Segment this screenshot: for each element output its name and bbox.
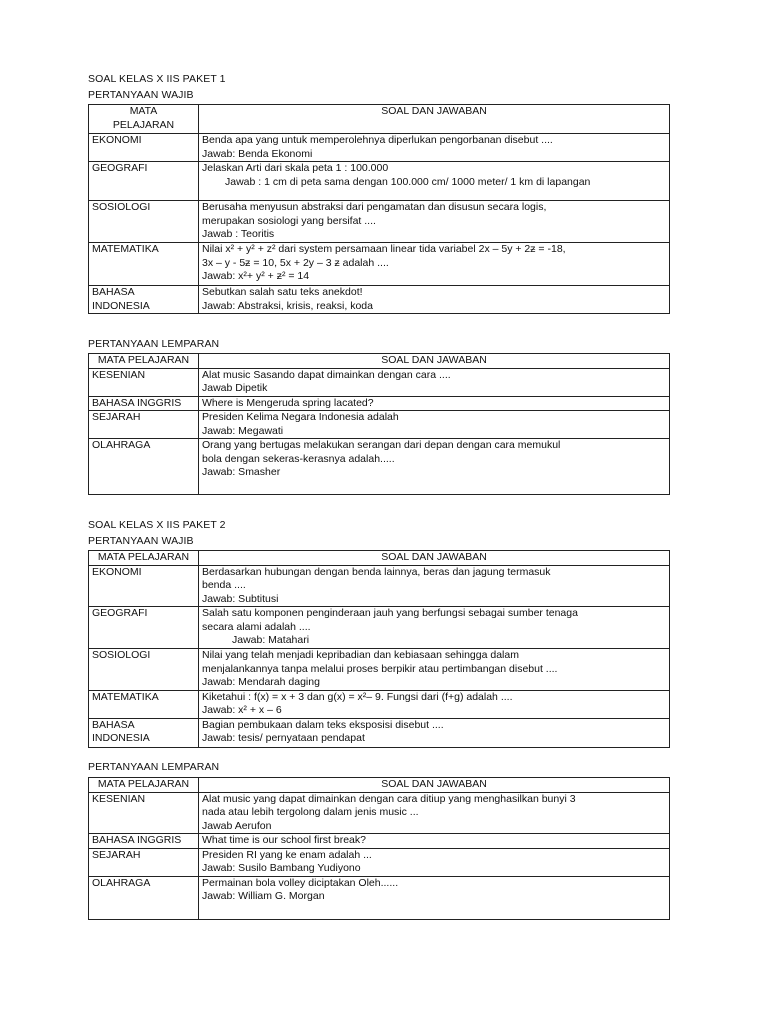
question-text: Jelaskan Arti dari skala peta 1 : 100.000: [202, 162, 389, 174]
answer-text: Jawab: Benda Ekonomi: [202, 147, 313, 160]
answer-text: Jawab: Susilo Bambang Yudiyono: [202, 862, 361, 874]
paket2-lemparan-heading: PERTANYAAN LEMPARAN: [88, 761, 220, 773]
col-header-question: SOAL DAN JAWABAN: [199, 105, 670, 134]
subject-label: OLAHRAGA: [92, 439, 151, 451]
subject-cell: [89, 286, 199, 314]
answer-text: Jawab: William G. Morgan: [202, 890, 325, 902]
answer-text: Jawab: Mendarah daging: [202, 676, 320, 688]
subject-cell: [89, 243, 199, 286]
subject-label: SEJARAH: [92, 848, 141, 861]
subject-cell: [89, 134, 199, 162]
question-text: Presiden RI yang ke enam adalah ...: [202, 848, 372, 861]
question-text: Benda apa yang untuk memperolehnya diperlukan pengorbanan disebut ....: [202, 134, 553, 146]
subject-label: KESENIAN: [92, 368, 146, 381]
subject-cell: [89, 439, 199, 495]
subject-label: OLAHRAGA: [92, 876, 151, 889]
question-cell: [199, 718, 670, 747]
table-row: [89, 439, 670, 495]
question-text: bola dengan sekeras-kerasnya adalah.....: [202, 452, 395, 465]
subject-label: BAHASA INGGRIS: [92, 834, 182, 846]
answer-text: Jawab: x²+ y² + ƶ² = 14: [202, 270, 310, 282]
col-header-subject: MATA PELAJARAN: [89, 551, 199, 566]
paket1-lemparan-table: [88, 353, 670, 495]
question-cell: [199, 607, 670, 649]
answer-text: Jawab: tesis/ pernyataan pendapat: [202, 732, 365, 744]
subject-label: MATEMATIKA: [92, 243, 159, 255]
question-text: Sebutkan salah satu teks anekdot!: [202, 286, 363, 298]
question-text: 3x – y - 5ƶ = 10, 5x + 2y – 3 ƶ adalah ....: [202, 256, 389, 269]
table-row: [89, 792, 670, 834]
question-text: menjalankannya tanpa melalui proses berpikir atau pertimbangan disebut ....: [202, 662, 558, 675]
col-header-subject: MATA PELAJARAN: [89, 354, 199, 369]
question-text: Berdasarkan hubungan dengan benda lainnya, beras dan jagung termasuk: [202, 565, 551, 578]
subject-label: EKONOMI: [92, 565, 142, 578]
question-cell: [199, 876, 670, 919]
subject-cell: [89, 607, 199, 649]
answer-text: Jawab: Matahari: [232, 634, 310, 646]
subject-cell: [89, 368, 199, 396]
table-header-row: [89, 105, 670, 134]
subject-cell: [89, 411, 199, 439]
question-cell: [199, 834, 670, 849]
question-text: Nilai x² + y² + z² dari system persamaan linear tida variabel 2x – 5y + 2ƶ = -18,: [202, 243, 566, 255]
question-text: Orang yang bertugas melakukan serangan dari depan dengan cara memukul: [202, 439, 561, 451]
question-text: Presiden Kelima Negara Indonesia adalah: [202, 411, 399, 423]
subject-label: MATEMATIKA: [92, 690, 159, 703]
subject-label: GEOGRAFI: [92, 607, 148, 619]
subject-label: BAHASA: [92, 718, 135, 731]
answer-text: Jawab Aerufon: [202, 819, 272, 832]
question-cell: [199, 162, 670, 201]
table-row: [89, 876, 670, 919]
question-cell: [199, 792, 670, 834]
question-text: Salah satu komponen penginderaan jauh yang berfungsi sebagai sumber tenaga: [202, 607, 578, 619]
paket2-wajib-table: [88, 550, 670, 748]
subject-cell: [89, 162, 199, 201]
subject-cell: [89, 834, 199, 849]
question-cell: [199, 565, 670, 607]
subject-label: BAHASA: [92, 286, 135, 298]
subject-label: SOSIOLOGI: [92, 201, 151, 213]
paket2-wajib-heading: PERTANYAAN WAJIB: [88, 535, 194, 547]
subject-cell: [89, 690, 199, 718]
subject-label: INDONESIA: [92, 732, 150, 744]
subject-cell: [89, 792, 199, 834]
col-header-question: SOAL DAN JAWABAN: [199, 551, 670, 566]
question-cell: [199, 201, 670, 243]
subject-cell: [89, 718, 199, 747]
table-row: [89, 411, 670, 439]
paket1-wajib-heading: PERTANYAAN WAJIB: [88, 89, 194, 101]
question-cell: [199, 286, 670, 314]
table-row: [89, 834, 670, 849]
subject-cell: [89, 876, 199, 919]
answer-text: Jawab: x² + x – 6: [202, 704, 282, 716]
table-header-row: [89, 551, 670, 566]
table-row: [89, 565, 670, 607]
paket1-title: SOAL KELAS X IIS PAKET 1: [88, 73, 226, 85]
table-row: [89, 718, 670, 747]
question-text: Bagian pembukaan dalam teks eksposisi disebut ....: [202, 718, 444, 731]
question-text: What time is our school first break?: [202, 834, 366, 846]
table-row: [89, 690, 670, 718]
table-row: [89, 286, 670, 314]
subject-cell: [89, 848, 199, 876]
subject-cell: [89, 201, 199, 243]
question-text: Where is Mengeruda spring lacated?: [202, 396, 374, 409]
paket1-wajib-table: [88, 104, 670, 314]
col-header-question: SOAL DAN JAWABAN: [199, 778, 670, 793]
table-row: [89, 162, 670, 201]
answer-text: Jawab : Teoritis: [202, 228, 275, 240]
answer-text: Jawab Dipetik: [202, 382, 268, 394]
question-cell: [199, 396, 670, 411]
question-cell: [199, 848, 670, 876]
subject-label: GEOGRAFI: [92, 162, 148, 174]
paket2-lemparan-table: [88, 777, 670, 920]
question-text: Kiketahui : f(x) = x + 3 dan g(x) = x²– 9. Fungsi dari (f+g) adalah ....: [202, 690, 513, 703]
col-header-question: SOAL DAN JAWABAN: [199, 354, 670, 369]
subject-label: EKONOMI: [92, 134, 142, 146]
table-row: [89, 134, 670, 162]
col-header-subject: MATA PELAJARAN: [89, 778, 199, 793]
question-text: secara alami adalah ....: [202, 620, 311, 633]
answer-text: Jawab : 1 cm di peta sama dengan 100.000 cm/ 1000 meter/ 1 km di lapangan: [225, 175, 591, 188]
table-row: [89, 848, 670, 876]
question-text: Alat music yang dapat dimainkan dengan cara ditiup yang menghasilkan bunyi 3: [202, 792, 576, 805]
question-text: Alat music Sasando dapat dimainkan dengan cara ....: [202, 368, 451, 381]
subject-label: INDONESIA: [92, 299, 150, 312]
question-text: Nilai yang telah menjadi kepribadian dan kebiasaan sehingga dalam: [202, 649, 519, 661]
answer-text: Jawab: Megawati: [202, 424, 284, 437]
table-row: [89, 396, 670, 411]
answer-text: Jawab: Smasher: [202, 466, 281, 478]
answer-text: Jawab: Abstraksi, krisis, reaksi, koda: [202, 299, 373, 312]
answer-text: Jawab: Subtitusi: [202, 592, 279, 605]
subject-cell: [89, 396, 199, 411]
subject-label: SOSIOLOGI: [92, 649, 151, 661]
question-cell: [199, 243, 670, 286]
paket2-title: SOAL KELAS X IIS PAKET 2: [88, 519, 226, 531]
subject-label: SEJARAH: [92, 411, 141, 423]
table-row: [89, 649, 670, 691]
table-header-row: [89, 778, 670, 793]
subject-cell: [89, 565, 199, 607]
subject-cell: [89, 649, 199, 691]
question-cell: [199, 411, 670, 439]
table-row: [89, 243, 670, 286]
question-cell: [199, 690, 670, 718]
subject-label: KESENIAN: [92, 792, 146, 805]
question-cell: [199, 368, 670, 396]
col-header-subject: MATA PELAJARAN: [89, 105, 199, 134]
question-cell: [199, 649, 670, 691]
table-row: [89, 607, 670, 649]
question-cell: [199, 134, 670, 162]
table-row: [89, 368, 670, 396]
question-text: benda ....: [202, 579, 246, 591]
subject-label: BAHASA INGGRIS: [92, 396, 182, 409]
question-text: Berusaha menyusun abstraksi dari pengamatan dan disusun secara logis,: [202, 201, 547, 213]
question-text: merupakan sosiologi yang bersifat ....: [202, 214, 376, 227]
paket1-lemparan-heading: PERTANYAAN LEMPARAN: [88, 338, 220, 350]
table-row: [89, 201, 670, 243]
question-text: nada atau lebih tergolong dalam jenis music ...: [202, 806, 419, 818]
question-text: Permainan bola volley diciptakan Oleh......: [202, 876, 399, 889]
table-header-row: [89, 354, 670, 369]
question-cell: [199, 439, 670, 495]
